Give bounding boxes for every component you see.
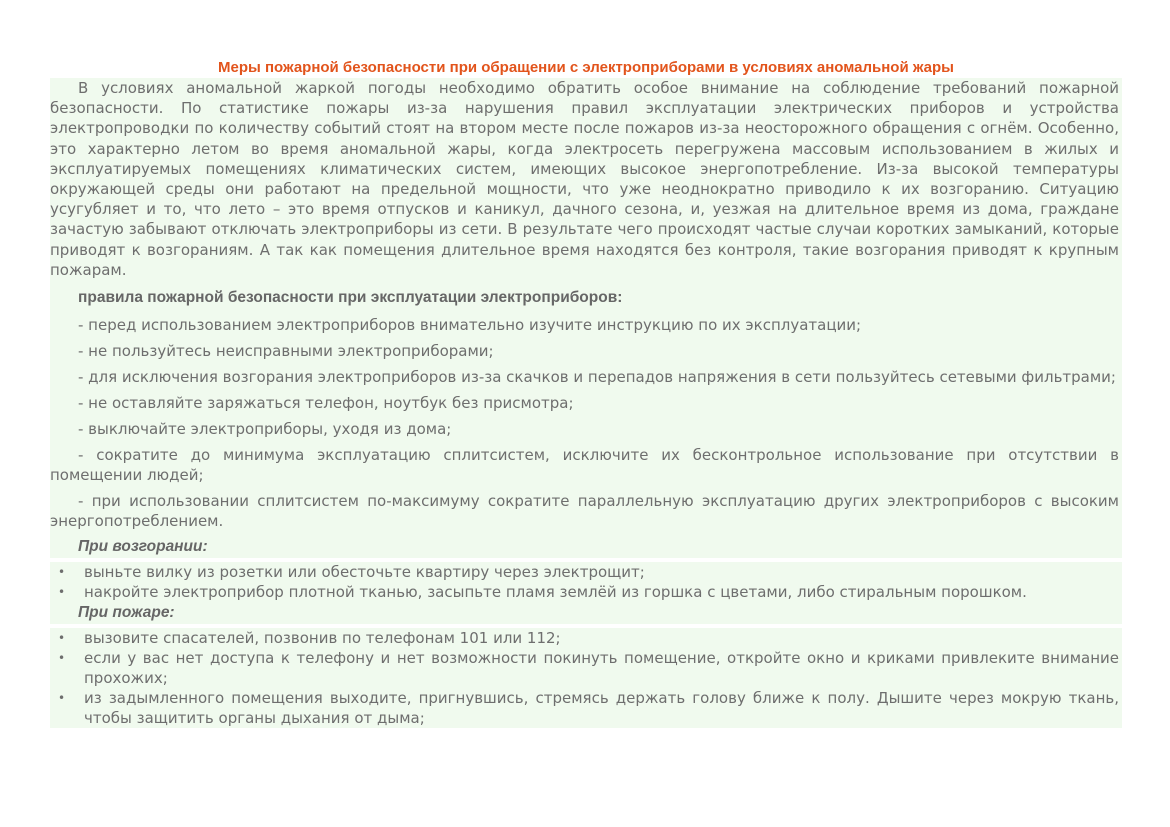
list-item (50, 688, 1119, 728)
list-item-text: выньте вилку из розетки или обесточьте квартиру через электрощит; (84, 563, 645, 582)
list-item (50, 648, 1119, 688)
list-item-text: из задымленного помещения выходите, пригнувшись, стремясь держать голову ближе к полу. Дышите через мокрую ткань, чтобы защитить органы дыхания от дыма; (84, 689, 1119, 728)
list-item (50, 562, 1119, 582)
rule-item: - не пользуйтесь неисправными электроприборами; (78, 342, 494, 361)
bullet-icon: • (58, 691, 66, 706)
bullet-icon: • (58, 585, 66, 600)
list-item (50, 628, 1119, 648)
rule-item: - при использовании сплитсистем по-максимуму сократите параллельную эксплуатацию других электроприборов с высоким энергопотреблением. (50, 492, 1119, 531)
rule-item: - перед использованием электроприборов внимательно изучите инструкцию по их эксплуатации; (78, 316, 862, 335)
blaze-heading: При пожаре: (78, 604, 175, 622)
rule-item: - для исключения возгорания электроприборов из-за скачков и перепадов напряжения в сети пользуйтесь сетевыми фильтрами; (78, 368, 1116, 387)
list-item-text: если у вас нет доступа к телефону и нет возможности покинуть помещение, откройте окно и криками привлеките внимание прохожих; (84, 649, 1119, 688)
page-title: Меры пожарной безопасности при обращении с электроприборами в условиях аномальной жары (218, 59, 954, 76)
intro-paragraph: В условиях аномальной жаркой погоды необходимо обратить особое внимание на соблюдение требований пожарной безопасности. По статистике пожары из-за нарушения правил эксплуатации электрических приборов и устройства электропроводки по количеству событий стоят на втором месте после пожаров из-за неосторожного обращения с огнём. Особенно, это характерно летом во время аномальной жары, когда электросеть перегружена массовым использованием в жилых и эксплуатируемых помещениях климатических систем, имеющих высокое энергопотребление. Из-за высокой температуры окружающей среды они работают на предельной мощности, что уже неоднократно приводило к их возгоранию. Ситуацию усугубляет и то, что лето – это время отпусков и каникул, дачного сезона, и, уезжая на длительное время из дома, граждане зачастую забывают отключать электроприборы из сети. В результате чего происходят частые случаи коротких замыканий, которые приводят к возгораниям. А так как помещения длительное время находятся без контроля, такие возгорания приводят к крупным пожарам. (50, 79, 1119, 279)
intro-block (50, 78, 1122, 558)
fire-heading: При возгорании: (78, 538, 208, 556)
rule-item: - не оставляйте заряжаться телефон, ноутбук без присмотра; (78, 394, 574, 413)
document (50, 58, 1122, 728)
rule-item: - сократите до минимума эксплуатацию сплитсистем, исключите их бесконтрольное использование при отсутствии в помещении людей; (50, 446, 1119, 485)
bullet-icon: • (58, 651, 66, 666)
fire-list (50, 562, 1122, 602)
list-item-text: вызовите спасателей, позвонив по телефонам 101 или 112; (84, 629, 561, 648)
rule-item: - выключайте электроприборы, уходя из дома; (78, 420, 452, 439)
list-item (50, 582, 1119, 602)
blaze-list-block (50, 628, 1122, 728)
blaze-list (50, 628, 1122, 728)
list-item-text: накройте электроприбор плотной тканью, засыпьте пламя землёй из горшка с цветами, либо стиральным порошком. (84, 583, 1027, 602)
fire-list-block (50, 562, 1122, 624)
bullet-icon: • (58, 631, 66, 646)
bullet-icon: • (58, 565, 66, 580)
rules-heading: правила пожарной безопасности при эксплуатации электроприборов: (78, 289, 623, 307)
